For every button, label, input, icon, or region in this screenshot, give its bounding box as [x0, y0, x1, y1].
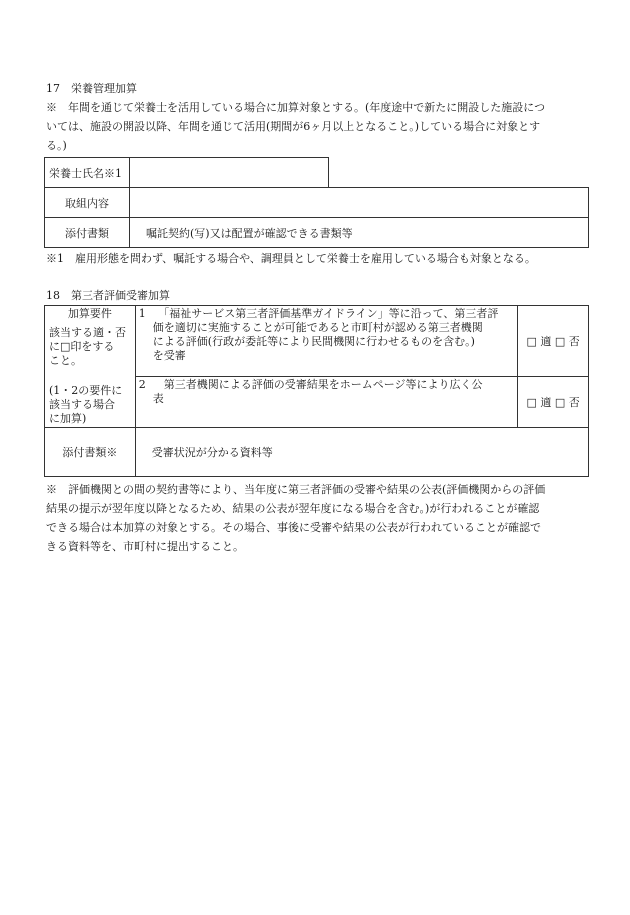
requirement-item-1-check[interactable]: □ 適 □ 否 [518, 306, 589, 377]
dietitian-name-label: 栄養士氏名※1 [45, 158, 130, 188]
section-17-heading: 17 栄養管理加算 [46, 82, 137, 95]
requirement-cell [45, 306, 136, 428]
dietitian-name-value [130, 158, 329, 188]
section-17-note-line-3: る。) [46, 139, 67, 152]
section-17-table [44, 157, 589, 248]
section-18-note-line-2: 結果の提示が翌年度以降となるため、結果の公表が翌年度になる場合を含む。)が行われることが確認 [46, 502, 540, 515]
requirement-instruction-2: に□印をする [49, 340, 115, 353]
requirement-condition-2: 該当する場合 [49, 398, 115, 411]
section-18-heading: 18 第三者評価受審加算 [46, 289, 170, 302]
section-18-note-line-3: できる場合は本加算の対象とする。その場合、事後に受審や結果の公表が行われていることが確認で [46, 521, 541, 534]
effort-value [130, 188, 589, 218]
requirement-item-1 [135, 306, 517, 377]
requirement-item-2-line-1: 第三者機関による評価の受審結果をホームページ等により広く公 [152, 378, 483, 391]
section-18-table [44, 305, 589, 477]
requirement-item-1-line-3: による評価(行政が委託等により民間機関に行わせるものを含む。) [152, 335, 475, 348]
requirement-condition-3: に加算) [49, 412, 87, 425]
requirement-label: 加算要件 [67, 307, 112, 320]
requirement-item-1-number: 1 [138, 307, 146, 320]
section-17-note-line-2: いては、施設の開設以降、年間を通じて活用(期間が6ヶ月以上となること。)している場合に対象とす [46, 120, 541, 133]
section-18-note-line-4: きる資料等を、市町村に提出すること。 [46, 540, 244, 553]
requirement-item-2-check[interactable]: □ 適 □ 否 [518, 377, 589, 428]
requirement-item-2 [135, 377, 517, 428]
effort-label: 取組内容 [45, 188, 130, 218]
requirement-instruction-3: こと。 [49, 354, 82, 367]
requirement-item-1-line-1: 「福祉サービス第三者評価基準ガイドライン」等に沿って、第三者評 [152, 307, 499, 320]
requirement-condition-1: (1・2の要件に [49, 384, 123, 397]
requirement-item-2-line-2: 表 [152, 392, 164, 405]
attach-value-17: 嘱託契約(写)又は配置が確認できる書類等 [130, 218, 589, 248]
section-18-note-line-1: ※ 評価機関との間の契約書等により、当年度に第三者評価の受審や結果の公表(評価機関からの評価 [46, 483, 546, 496]
requirement-item-2-number: 2 [138, 378, 146, 391]
attach-label-18: 添付書類※ [45, 428, 136, 477]
requirement-instruction-1: 該当する適・否 [49, 326, 126, 339]
attach-label-17: 添付書類 [45, 218, 130, 248]
requirement-item-1-line-4: を受審 [152, 349, 186, 362]
requirement-item-1-line-2: 価を適切に実施することが可能であると市町村が認める第三者機関 [152, 321, 483, 334]
section-17-footnote: ※1 雇用形態を問わず、嘱託する場合や、調理員として栄養士を雇用している場合も対象となる。 [46, 252, 536, 265]
attach-value-18: 受審状況が分かる資料等 [135, 428, 588, 477]
blank-cell [329, 158, 589, 188]
section-17-note-line-1: ※ 年間を通じて栄養士を活用している場合に加算対象とする。(年度途中で新たに開設した施設につ [46, 101, 546, 114]
